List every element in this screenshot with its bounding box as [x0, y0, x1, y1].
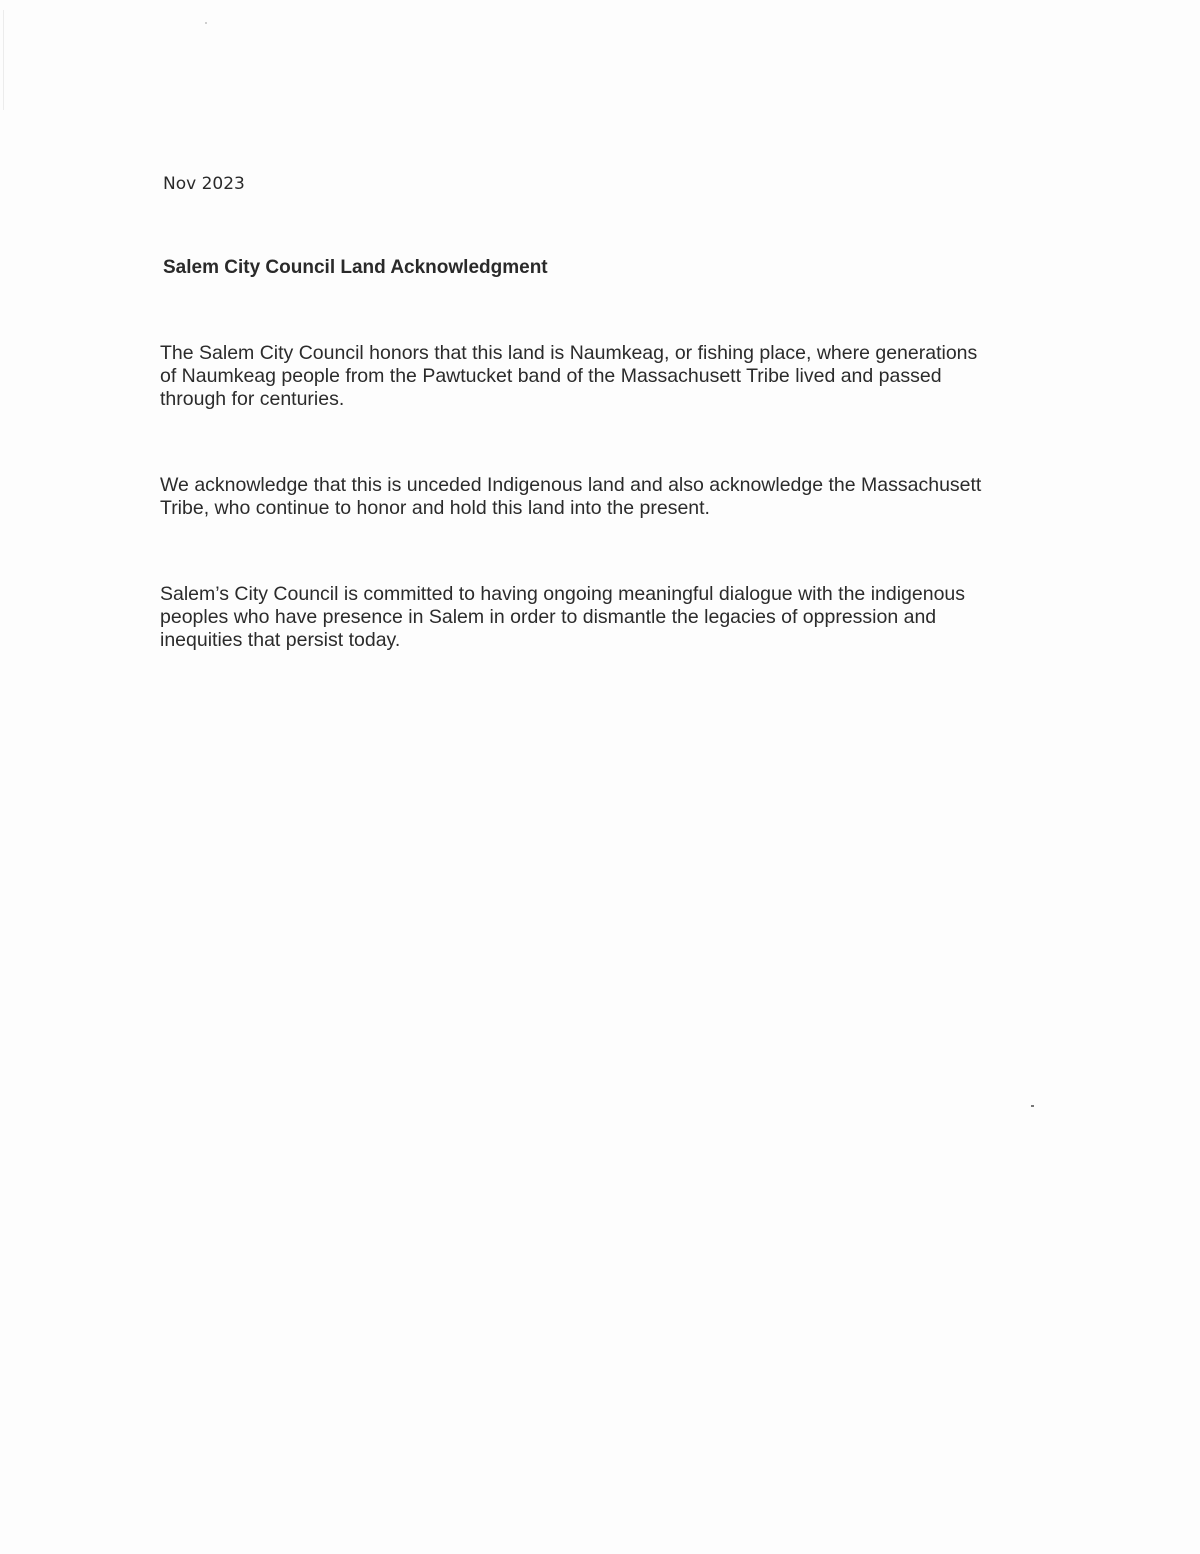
paragraph-line: The Salem City Council honors that this land is Naumkeag, or fishing place, where generations	[160, 342, 978, 364]
paragraph-line: inequities that persist today.	[160, 629, 401, 651]
scan-speck	[1031, 1105, 1034, 1107]
paragraph-line: Salem’s City Council is committed to having ongoing meaningful dialogue with the indigenous	[160, 583, 966, 605]
scan-speck	[205, 22, 207, 24]
paragraph-line: of Naumkeag people from the Pawtucket band of the Massachusett Tribe lived and passed	[160, 365, 942, 387]
paragraph-line: Tribe, who continue to honor and hold this land into the present.	[160, 497, 710, 519]
document-title: Salem City Council Land Acknowledgment	[163, 257, 548, 278]
scan-edge-mark	[3, 10, 4, 110]
paragraph-line: peoples who have presence in Salem in order to dismantle the legacies of oppression and	[160, 606, 937, 628]
paragraph-commitment	[160, 583, 1060, 652]
document-date: Nov 2023	[163, 174, 245, 194]
paragraph-line: through for centuries.	[160, 388, 345, 410]
paragraph-honors	[160, 342, 1060, 411]
paragraph-line: We acknowledge that this is unceded Indigenous land and also acknowledge the Massachusett	[160, 474, 982, 496]
paragraph-acknowledge	[160, 474, 1060, 520]
